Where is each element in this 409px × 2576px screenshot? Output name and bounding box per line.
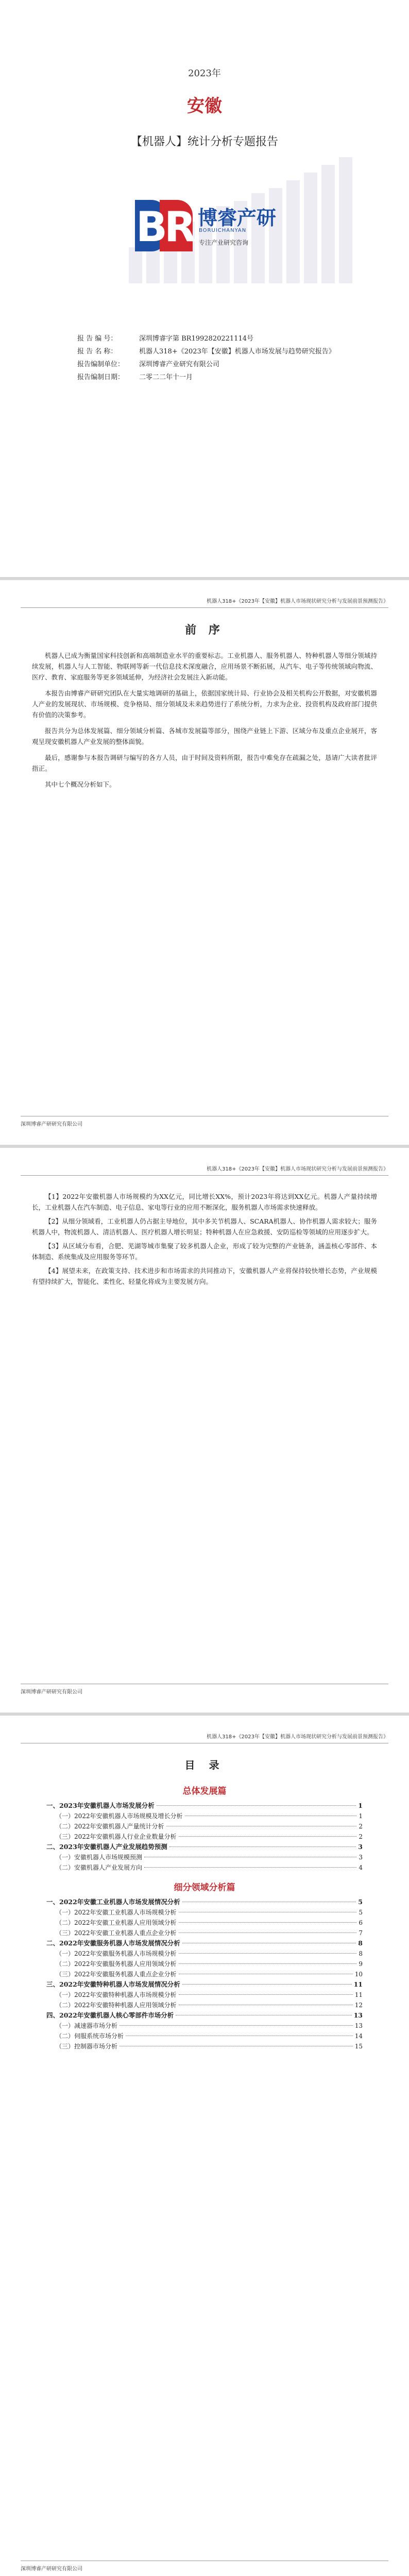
toc-page-number: 13 <box>353 2011 363 2019</box>
toc-entry[interactable] <box>46 2031 363 2041</box>
toc-entry-title: 一、2022年安徽工业机器人市场发展情况分析 <box>46 1898 180 1906</box>
meta-row <box>77 332 366 345</box>
toc-entry[interactable] <box>46 2021 363 2031</box>
toc-entry[interactable] <box>46 1979 363 1990</box>
meta-value: 机器人318+《2023年【安徽】机器人市场发展与趋势研究报告》 <box>139 348 335 355</box>
toc-page-number: 4 <box>359 1864 363 1871</box>
toc-leader-dots <box>179 1963 357 1964</box>
page-footer: 深圳博睿产研研究有限公司 <box>21 1684 388 1695</box>
toc-list-1 <box>46 1776 363 2052</box>
logo-letters: BR <box>136 203 193 251</box>
toc-entry[interactable] <box>46 2000 363 2010</box>
summary-body <box>32 1191 377 1290</box>
logo-english-name: BORUICHANYAN <box>199 228 247 233</box>
toc-entry-title: 一、2023年安徽机器人市场发展分析 <box>46 1802 155 1809</box>
meta-value: 深圳博睿字第 BR1992820221114号 <box>139 335 253 343</box>
toc-entry[interactable] <box>46 1990 363 2000</box>
meta-value: 二零二二年十一月 <box>139 374 193 381</box>
preface-note: 其中七个概况分析如下。 <box>45 781 116 788</box>
toc-entry-title: （二）2022年安徽服务机器人应用领域分析 <box>56 1960 177 1968</box>
preface-paragraph: 机器人已成为衡量国家科技创新和高端制造业水平的重要标志。工业机器人、服务机器人、特种机器人等细分领域持续发展，机器人与人工智能、物联网等新一代信息技术深度融合，应用场景不断拓展，从汽车、电子等传统领域向物流、医疗、教育、家庭服务等更多领域延伸，为经济社会发展注入新动能。 <box>32 652 377 681</box>
toc-part-heading: 细分领域分析篇 <box>174 1883 235 1893</box>
toc-page-number: 11 <box>354 1991 363 1998</box>
toc-entry[interactable] <box>46 1811 363 1821</box>
summary-paragraph: 【4】展望未来，在政策支持、技术进步和市场需求的共同推动下，安徽机器人产业将保持较快增长态势，产业规模有望持续扩大，智能化、柔性化、轻量化将成为主要发展方向。 <box>32 1267 377 1285</box>
toc-entry[interactable] <box>46 1832 363 1842</box>
toc-page-number: 5 <box>358 1898 363 1906</box>
logo-chinese-name: 博睿产研 <box>198 207 277 229</box>
toc-entry[interactable] <box>46 1948 363 1959</box>
toc-entry[interactable] <box>46 1938 363 1948</box>
toc-entry[interactable] <box>46 2010 363 2021</box>
toc-leader-dots <box>144 1867 356 1868</box>
toc-page-number: 6 <box>359 1919 363 1926</box>
toc-page-number: 1 <box>358 1802 363 1809</box>
toc-leader-dots <box>182 1984 352 1985</box>
summary-page <box>0 1148 409 1713</box>
preface-paragraph: 最后，感谢参与本报告调研与编写的各方人员，由于时间及资料所限，报告中难免存在疏漏之处，恳请广大读者批评指正。 <box>32 754 377 772</box>
toc-entry-title: （二）2022年安徽机器人产量统计分析 <box>56 1823 164 1830</box>
toc-entry-title: （二）伺服系统市场分析 <box>56 2032 124 2040</box>
toc-entry-title: （一）2022年安徽特种机器人市场规模分析 <box>56 1991 177 1998</box>
toc-entry-title: （一）减速器市场分析 <box>56 2022 118 2029</box>
preface-title: 前 序 <box>185 623 224 637</box>
toc-entry[interactable] <box>46 1928 363 1938</box>
toc-entry-title: （一）2022年安徽机器人市场规模及增长分析 <box>56 1812 183 1820</box>
toc-page-number: 11 <box>353 1980 363 1988</box>
cover-year: 2023年 <box>188 68 221 79</box>
toc-page-number: 12 <box>354 2002 363 2009</box>
logo-mark <box>135 200 192 251</box>
toc-leader-dots <box>120 2025 353 2026</box>
toc-leader-dots <box>179 1953 357 1954</box>
page-footer: 深圳博睿产研研究有限公司 <box>21 2561 388 2572</box>
toc-page-number: 8 <box>358 1939 363 1947</box>
toc-part-heading: 总体发展篇 <box>182 1786 227 1797</box>
toc-entry[interactable] <box>46 1969 363 1979</box>
logo-slogan: 专注产业研究咨询 <box>199 239 249 246</box>
report-meta <box>77 332 366 384</box>
preface-body <box>32 650 377 795</box>
toc-page-number: 5 <box>359 1909 363 1916</box>
toc-title: 目 录 <box>184 1759 225 1771</box>
page-header: 机器人318+《2023年【安徽】机器人市场现状研究分析与发展前景预测报告》 <box>21 1732 388 1743</box>
toc-entry-title: （三）2022年安徽机器人行业企业数量分析 <box>56 1833 177 1840</box>
toc-leader-dots <box>169 1846 356 1847</box>
page-header: 机器人318+《2023年【安徽】机器人市场现状研究分析与发展前景预测报告》 <box>21 597 388 608</box>
toc-entry-title: （二）2022年安徽特种机器人应用领域分析 <box>56 2002 177 2009</box>
toc-page-1 <box>0 1716 409 2576</box>
meta-row <box>77 345 366 358</box>
toc-page-number: 10 <box>354 1971 363 1978</box>
meta-row <box>77 358 366 371</box>
toc-page-number: 9 <box>359 1960 363 1968</box>
toc-entry-title: 二、2023年安徽机器人产业发展趋势预测 <box>46 1843 167 1851</box>
cover-region-title: 安徽 <box>187 96 222 116</box>
page-header: 机器人318+《2023年【安徽】机器人市场现状研究分析与发展前景预测报告》 <box>21 1164 388 1176</box>
page-footer: 深圳博睿产研研究有限公司 <box>21 1116 388 1127</box>
toc-page-number: 1 <box>359 1812 363 1820</box>
summary-paragraph: 【3】从区域分布看，合肥、芜湖等城市集聚了较多机器人企业，形成了较为完整的产业链条，涵盖核心零部件、本体制造、系统集成及应用服务等环节。 <box>32 1242 377 1261</box>
toc-entry[interactable] <box>46 1821 363 1832</box>
toc-page-number: 2 <box>359 1833 363 1840</box>
toc-page-number: 15 <box>354 2043 363 2050</box>
summary-paragraph: 【1】2022年安徽机器人市场规模约为XX亿元，同比增长XX%，预计2023年将达到XX亿元。机器人产量持续增长，工业机器人在汽车制造、电子信息、家电等行业的应用不断深化，服务机器人市场需求快速释放。 <box>32 1193 377 1211</box>
toc-leader-dots <box>179 1922 357 1923</box>
toc-entry[interactable] <box>46 1862 363 1873</box>
toc-page-number: 13 <box>354 2022 363 2029</box>
toc-page-number: 7 <box>359 1929 363 1937</box>
meta-key: 报 告 编 号： <box>77 335 117 343</box>
preface-paragraph: 本报告由博睿产研研究团队在大量实地调研的基础上，依据国家统计局、行业协会及相关机构公开数据，对安徽机器人产业的发展现状、市场规模、竞争格局、细分领域及未来趋势进行了系统分析，力求为企业、投资机构及政府部门提供有价值的决策参考。 <box>32 689 377 719</box>
toc-leader-dots <box>157 1805 356 1806</box>
toc-entry[interactable] <box>46 1959 363 1969</box>
toc-page-number: 3 <box>359 1854 363 1861</box>
toc-entry-title: 三、2022年安徽特种机器人市场发展情况分析 <box>46 1980 180 1988</box>
toc-entry-title: （一）安徽机器人市场规模预测 <box>56 1854 143 1861</box>
toc-entry-title: （二）安徽机器人产业发展方向 <box>56 1864 143 1871</box>
cover-page <box>0 0 409 577</box>
toc-entry-title: （一）2022年安徽工业机器人市场规模分析 <box>56 1909 177 1916</box>
cover-subtitle: 【机器人】统计分析专题报告 <box>130 135 278 148</box>
toc-entry[interactable] <box>46 1907 363 1918</box>
toc-entry-title: （三）2022年安徽服务机器人重点企业分析 <box>56 1971 177 1978</box>
preface-page <box>0 580 409 1145</box>
toc-entry-title: 四、2022年安徽机器人核心零部件市场分析 <box>46 2011 174 2019</box>
toc-entry-title: （三）控制器市场分析 <box>56 2043 118 2050</box>
toc-entry[interactable] <box>46 1918 363 1928</box>
meta-value: 深圳博睿产业研究有限公司 <box>139 361 220 368</box>
toc-entry[interactable] <box>46 1801 363 1811</box>
toc-entry-title: （一）2022年安徽服务机器人市场规模分析 <box>56 1950 177 1957</box>
meta-key: 报告编制单位： <box>77 361 125 368</box>
toc-entry-title: （三）2022年安徽工业机器人重点企业分析 <box>56 1929 177 1937</box>
toc-entry[interactable] <box>46 1897 363 1907</box>
toc-page-number: 14 <box>354 2032 363 2040</box>
toc-page-number: 2 <box>359 1823 363 1830</box>
toc-page-number: 3 <box>358 1843 363 1851</box>
toc-page-number: 8 <box>359 1950 363 1957</box>
toc-leader-dots <box>179 1994 353 1995</box>
toc-entry-title: （二）2022年安徽工业机器人应用领域分析 <box>56 1919 177 1926</box>
preface-paragraph: 报告共分为总体发展篇、细分领域分析篇、各城市发展篇等部分，围绕产业链上下游、区域分布及重点企业展开，客观呈现安徽机器人产业发展的整体面貌。 <box>32 727 377 745</box>
meta-key: 报 告 名 称： <box>77 348 117 355</box>
toc-leader-dots <box>179 1836 357 1837</box>
summary-paragraph: 【2】从细分领域看，工业机器人仍占据主导地位，其中多关节机器人、SCARA机器人、协作机器人需求较大；服务机器人中，物流机器人、清洁机器人、医疗机器人增长明显；特种机器人在应急救援、安防巡检等领域的应用逐步扩大。 <box>32 1217 377 1236</box>
toc-entry[interactable] <box>46 1842 363 1852</box>
toc-entry[interactable] <box>46 1852 363 1862</box>
meta-row <box>77 371 366 384</box>
toc-entry-title: 二、2022年安徽服务机器人市场发展情况分析 <box>46 1939 180 1947</box>
toc-entry[interactable] <box>46 2041 363 2052</box>
meta-key: 报告编制日期： <box>77 374 125 381</box>
